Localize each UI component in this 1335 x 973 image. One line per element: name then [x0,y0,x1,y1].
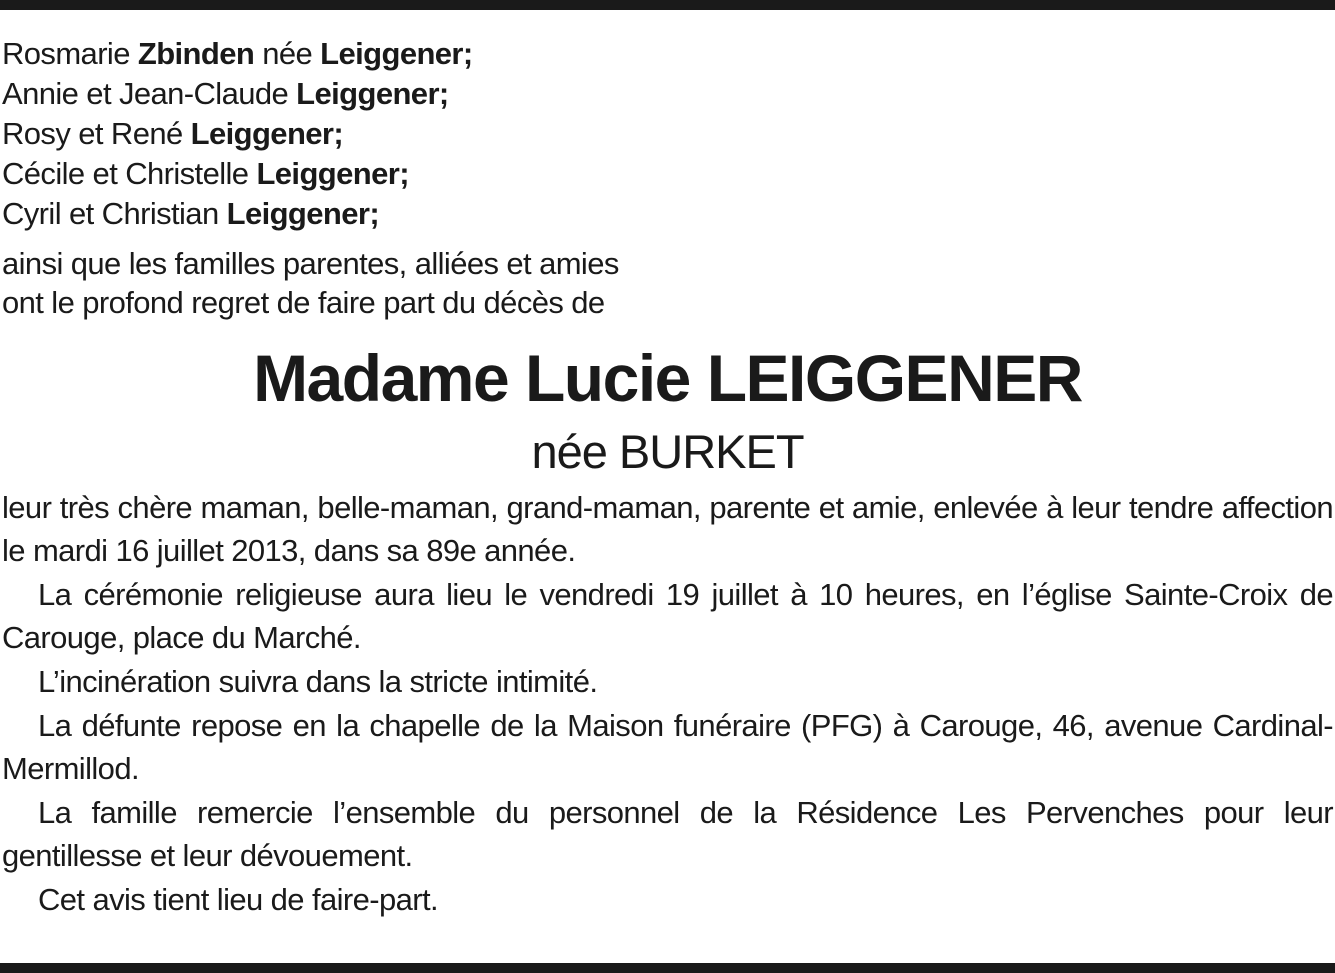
ceremony-paragraph: La cérémonie religieuse aura lieu le vendredi 19 juillet à 10 heures, en l’église Sainte-Croix de Carouge, place du Marché. [2,577,1333,655]
mourner-given-names: Annie et Jean-Claude [2,76,297,111]
mourner-given-names: Rosmarie [2,36,138,71]
mourners-list [2,34,1333,234]
mourner-line [2,194,1333,234]
intro-line: ainsi que les familles parentes, alliées et amies [2,246,619,281]
mourner-given-names: Cyril et Christian [2,196,227,231]
mourner-line [2,114,1333,154]
notice-paragraph: leur très chère maman, belle-maman, grand-maman, parente et amie, enlevée à leur tendre affection le mardi 16 juillet 2013, dans sa 89e année. [2,490,1333,568]
mourner-family-name: Leiggener; [320,36,473,71]
mourner-line [2,34,1333,74]
bottom-rule [0,963,1335,973]
mourner-family-name: Leiggener; [226,196,380,231]
mourner-given-names: Rosy et René [2,116,191,151]
mourner-surname: Zbinden [137,36,255,71]
notice-body [2,486,1333,921]
mourner-family-name: Leiggener; [296,76,449,111]
mourner-given-names: Cécile et Christelle [2,156,257,191]
mourner-line [2,74,1333,114]
thanks-paragraph: La famille remercie l’ensemble du personnel de la Résidence Les Pervenches pour leur gentillesse et leur dévouement. [2,795,1333,873]
deceased-name: Madame Lucie LEIGGENER [253,341,1082,415]
mourner-line [2,154,1333,194]
mourner-family-name: Leiggener; [190,116,344,151]
announcement-intro [2,244,1333,322]
mourner-family-name: Leiggener; [256,156,409,191]
intro-line: ont le profond regret de faire part du décès de [2,285,605,320]
top-rule [0,0,1335,10]
closing-paragraph: Cet avis tient lieu de faire-part. [38,882,439,917]
obituary-notice [2,34,1333,922]
mourner-connector: née [254,36,321,71]
repose-paragraph: La défunte repose en la chapelle de la Maison funéraire (PFG) à Carouge, 46, avenue Cardinal-Mermillod. [2,708,1333,786]
cremation-paragraph: L’incinération suivra dans la stricte intimité. [38,664,598,699]
maiden-name: née BURKET [531,425,804,478]
